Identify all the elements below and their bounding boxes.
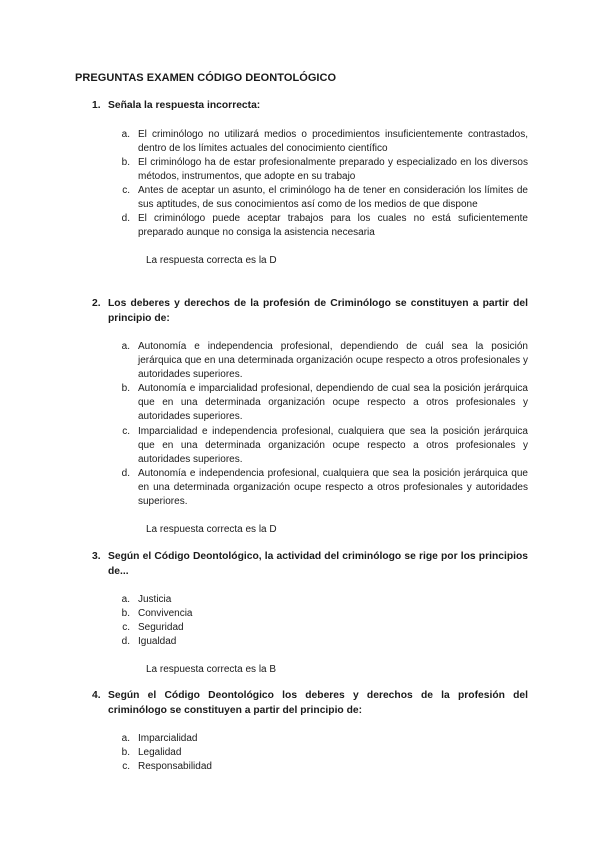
question-number: 2. <box>92 298 101 309</box>
options-list <box>92 340 528 509</box>
question-1 <box>92 99 528 268</box>
option-c: c. Imparcialidad e independencia profesional, cualquiera que sea la posición jerárquica que en una determinada organización ocupe respecto a otros profesionales y autoridades superiores. <box>122 425 528 465</box>
option-c: c. Seguridad <box>122 622 184 634</box>
option-a: a. Imparcialidad <box>121 733 198 744</box>
question-heading <box>92 550 528 579</box>
question-text: Señala la respuesta incorrecta: <box>108 100 261 111</box>
option-d: d. Igualdad <box>121 636 177 648</box>
question-2 <box>92 297 528 537</box>
question-number: 3. <box>92 551 101 562</box>
option-b: b. Convivencia <box>121 608 193 620</box>
correct-answer: La respuesta correcta es la D <box>146 524 277 536</box>
options-list <box>92 732 528 774</box>
option-a: a. Autonomía e independencia profesional, dependiendo de cuál sea la posición jerárquica que en una determinada organización ocupe respecto a otros profesionales y autoridades superiores. <box>121 341 528 381</box>
options-list <box>92 128 528 241</box>
correct-answer: La respuesta correcta es la B <box>146 664 277 676</box>
document-title: PREGUNTAS EXAMEN CÓDIGO DEONTOLÓGICO <box>75 72 337 84</box>
question-4 <box>92 689 528 774</box>
question-text: Los deberes y derechos de la profesión de Criminólogo se constituyen a partir del principio de: <box>108 298 528 324</box>
question-3 <box>92 550 528 677</box>
question-heading <box>92 99 528 114</box>
option-b: b. Autonomía e imparcialidad profesional, dependiendo de cual sea la posición jerárquica que en una determinada organización ocupe respecto a otros profesionales y autoridades superiores. <box>121 383 528 423</box>
options-list <box>92 593 528 649</box>
option-b: b. El criminólogo ha de estar profesionalmente preparado y especializado en los diversos métodos, instrumentos, que adopte en su trabajo <box>121 156 528 182</box>
question-heading <box>92 689 528 718</box>
question-number: 1. <box>92 100 101 111</box>
option-d: d. El criminólogo puede aceptar trabajos para los cuales no está suficientemente preparado aunque no consiga la asistencia necesaria <box>121 213 528 239</box>
question-number: 4. <box>92 690 101 701</box>
question-heading <box>92 297 528 326</box>
option-b: b. Legalidad <box>121 747 182 759</box>
option-c: c. Responsabilidad <box>122 761 212 773</box>
correct-answer: La respuesta correcta es la D <box>146 255 277 267</box>
option-d: d. Autonomía e independencia profesional, cualquiera que sea la posición jerárquica que en una determinada organización ocupe respecto a otros profesionales y autoridades superiores. <box>121 467 528 508</box>
question-text: Según el Código Deontológico, la actividad del criminólogo se rige por los principios de... <box>108 551 528 577</box>
option-a: a. Justicia <box>121 594 172 605</box>
option-c: c. Antes de aceptar un asunto, el criminólogo ha de tener en consideración los límites de sus aptitudes, de sus conocimientos así como de los medios de que dispone <box>122 184 528 210</box>
question-text: Según el Código Deontológico los deberes y derechos de la profesión del criminólogo se constituyen a partir del principio de: <box>108 690 528 716</box>
option-a: a. El criminólogo no utilizará medios o procedimientos insuficientemente contrastados, dentro de los límites actuales del conocimiento científico <box>121 128 528 154</box>
